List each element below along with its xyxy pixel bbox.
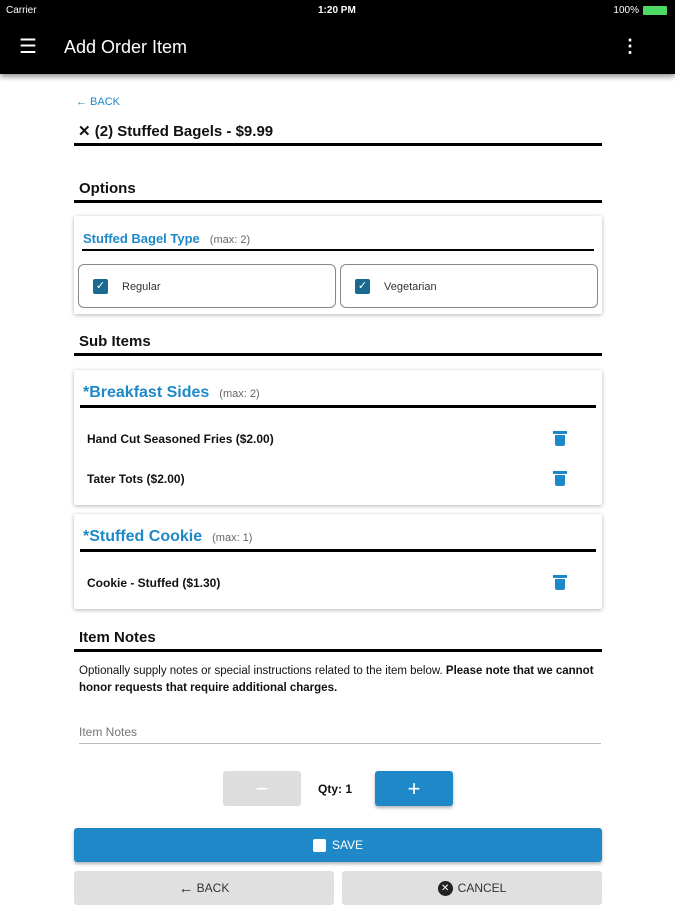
save-button[interactable] (74, 828, 602, 862)
save-icon (313, 839, 326, 852)
trash-icon[interactable] (554, 575, 566, 590)
group-max: (max: 2) (219, 388, 260, 400)
divider (80, 549, 596, 552)
notes-help-text (79, 663, 604, 697)
divider (74, 143, 602, 146)
group-name: *Stuffed Cookie (83, 528, 203, 545)
trash-icon[interactable] (554, 471, 566, 486)
group-name: Stuffed Bagel Type (83, 231, 200, 246)
option-label: Regular (122, 281, 161, 293)
divider (74, 649, 602, 652)
back-link[interactable]: ← BACK (76, 96, 121, 108)
help-text-bold: Please note that we cannot honor requests that require additional charges. (79, 665, 594, 694)
sub-item: Hand Cut Seasoned Fries ($2.00) (87, 432, 274, 446)
sub-item-group-card (74, 514, 602, 609)
item-notes-input[interactable] (79, 720, 601, 744)
sub-group-title (83, 384, 260, 402)
sub-items-heading: Sub Items (79, 333, 151, 350)
qty-label: Qty: 1 (318, 782, 353, 796)
option-group-title (83, 231, 250, 246)
item-title (78, 122, 273, 140)
close-circle-icon: ✕ (438, 881, 453, 896)
checkbox-checked-icon[interactable]: ✓ (355, 279, 370, 294)
hamburger-menu-icon[interactable]: ☰ (19, 36, 37, 58)
divider (74, 200, 602, 203)
trash-icon[interactable] (554, 431, 566, 446)
option-regular[interactable] (78, 264, 336, 308)
more-options-icon[interactable]: ⋮ (621, 36, 639, 56)
help-text: Optionally supply notes or special instructions related to the item below. (79, 665, 446, 677)
app-bar (0, 22, 675, 74)
sub-group-title (83, 528, 252, 546)
increase-qty-button[interactable]: + (375, 771, 453, 806)
sub-item-group-card (74, 370, 602, 505)
clock: 1:20 PM (318, 5, 356, 16)
item-notes-heading: Item Notes (79, 629, 156, 646)
page-title: Add Order Item (64, 37, 188, 57)
option-group-card (74, 216, 602, 314)
status-bar (0, 0, 675, 22)
cancel-label: CANCEL (457, 881, 507, 895)
item-title-text: (2) Stuffed Bagels - $9.99 (94, 123, 274, 140)
option-label: Vegetarian (384, 281, 437, 293)
battery-icon (643, 6, 667, 15)
group-max: (max: 2) (209, 234, 251, 246)
options-heading: Options (79, 180, 136, 197)
decrease-qty-button[interactable]: − (223, 771, 301, 806)
divider (80, 405, 596, 408)
divider (82, 249, 594, 251)
utensils-icon: ✕ (78, 123, 91, 140)
arrow-left-icon: ← (178, 879, 194, 897)
battery-percent: 100% (613, 5, 639, 16)
sub-item: Cookie - Stuffed ($1.30) (87, 576, 221, 590)
sub-item: Tater Tots ($2.00) (87, 472, 185, 486)
carrier: Carrier (6, 5, 37, 16)
group-name: *Breakfast Sides (83, 384, 210, 401)
save-label: SAVE (331, 838, 364, 852)
back-label: BACK (196, 881, 230, 895)
checkbox-checked-icon[interactable]: ✓ (93, 279, 108, 294)
option-vegetarian[interactable] (340, 264, 598, 308)
divider (74, 353, 602, 356)
group-max: (max: 1) (212, 532, 253, 544)
